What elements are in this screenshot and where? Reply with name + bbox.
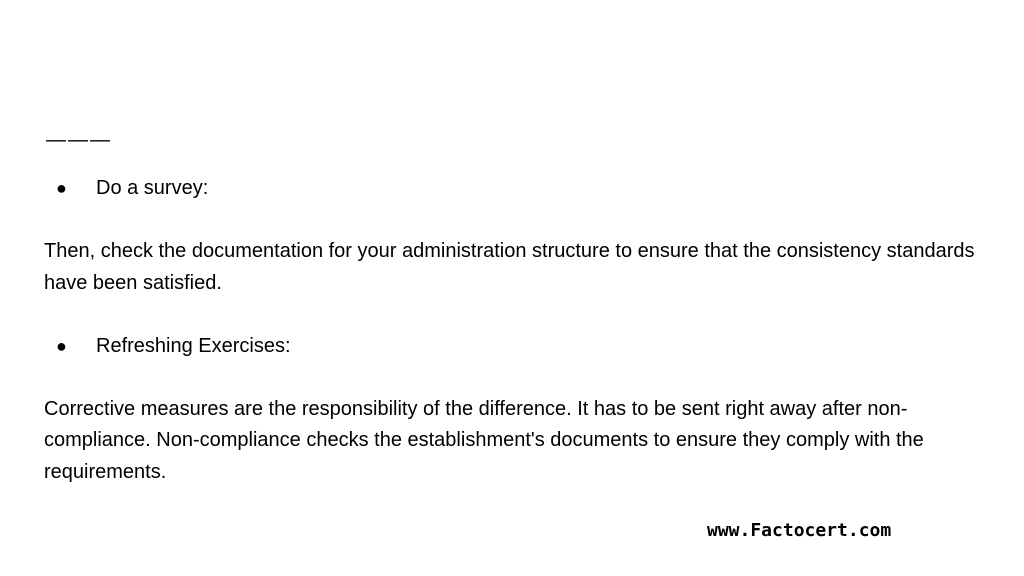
bullet-item-refreshing-exercises [44, 331, 994, 363]
paragraph-survey: Then, check the documentation for your administration structure to ensure that the consistency standards have been satisfied. [44, 240, 975, 294]
separator-dashes: ——— [46, 129, 112, 151]
paragraph-refreshing-exercises: Corrective measures are the responsibility of the difference. It has to be sent right away after non-compliance. Non-compliance checks the establishment's documents to ensure they comply with the requirements. [44, 397, 924, 483]
bullet-icon: ● [56, 335, 67, 356]
slide-content [44, 173, 994, 488]
bullet-item-survey [44, 173, 994, 205]
bullet-label: Do a survey: [96, 177, 209, 199]
bullet-label: Refreshing Exercises: [96, 334, 291, 357]
bullet-icon: ● [56, 178, 67, 198]
footer-website-url: www.Factocert.com [707, 520, 892, 541]
